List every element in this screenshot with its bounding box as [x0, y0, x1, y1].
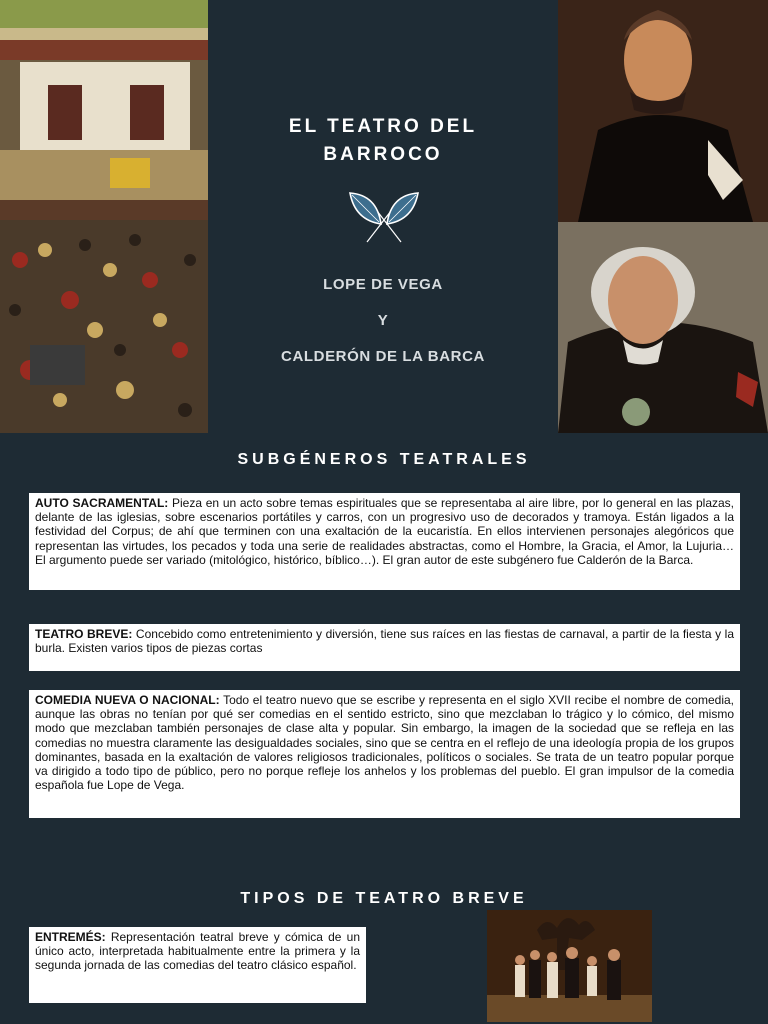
author-conjunction: Y [377, 312, 389, 329]
box-text: Pieza en un acto sobre temas espirituales que se representaba al aire libre, por lo general en las plazas, delante de las iglesias, sobre escenarios portátiles y carros, con un progresivo uso de decorados y tramoya. Están ligados a la festividad del Corpus; de ahí que terminen con una exaltación de la eucaristía. En ellos intervienen personajes alegóricos que representan las virtudes, los pecados y toda una serie de realidades abstractas, como el Hombre, la Gracia, el Amor, la Lujuria… El argumento puede ser variado (mitológico, histórico, bíblico…). El gran autor de este subgénero fue Calderón de la Barca. [35, 496, 735, 567]
auto-sacramental-box [29, 493, 740, 590]
title-line-2: BARROCO [323, 144, 443, 165]
box-term: ENTREMÉS: [35, 930, 106, 944]
box-term: AUTO SACRAMENTAL: [35, 496, 169, 510]
box-term: TEATRO BREVE: [35, 627, 133, 641]
comedia-nueva-box [29, 690, 740, 818]
calderon-portrait [558, 222, 768, 433]
stage-photo [487, 910, 652, 1022]
teatro-breve-box [29, 624, 740, 671]
box-text: Todo el teatro nuevo que se escribe y representa en el siglo XVII recibe el nombre de comedia, aunque las obras no tenían por qué ser comedias en el sentido estricto, sino que mezclaban lo trágico y lo cómico, del mismo modo que mezclaban también personajes de clase alta y popular. Sin embargo, la imagen de la sociedad que se refleja en las comedias no muestra claramente las desigualdades sociales, sino que se centra en el reflejo de una ideología propia de los grupos dominantes, basada en la exaltación de valores religiosos tradicionales, políticos o sociales. Se trata de un teatro popular porque va dirigido a todo tipo de público, pero no porque refleje los anhelos y los problemas del pueblo. El gran impulsor de la comedia española fue Lope de Vega. [35, 693, 734, 793]
crossed-leaves-icon [347, 190, 421, 244]
tipos-heading: TIPOS DE TEATRO BREVE [240, 890, 528, 907]
lope-de-vega-portrait [558, 0, 768, 222]
title-line-1: EL TEATRO DEL [288, 116, 478, 137]
box-text: Representación teatral breve y cómica de un único acto, interpretada habitualmente entre la primera y la segunda jornada de las comedias del teatro clásico español. [35, 930, 360, 973]
entremes-box [29, 927, 366, 1003]
author-calderon: CALDERÓN DE LA BARCA [281, 348, 485, 365]
page-title [208, 113, 558, 169]
corral-painting [0, 0, 208, 433]
author-lope: LOPE DE VEGA [323, 276, 443, 293]
subgeneros-heading: SUBGÉNEROS TEATRALES [237, 451, 531, 468]
box-term: COMEDIA NUEVA O NACIONAL: [35, 693, 220, 707]
box-text: Concebido como entretenimiento y diversión, tiene sus raíces en las fiestas de carnaval, a partir de la fiesta y la burla. Existen varios tipos de piezas cortas [35, 627, 734, 656]
